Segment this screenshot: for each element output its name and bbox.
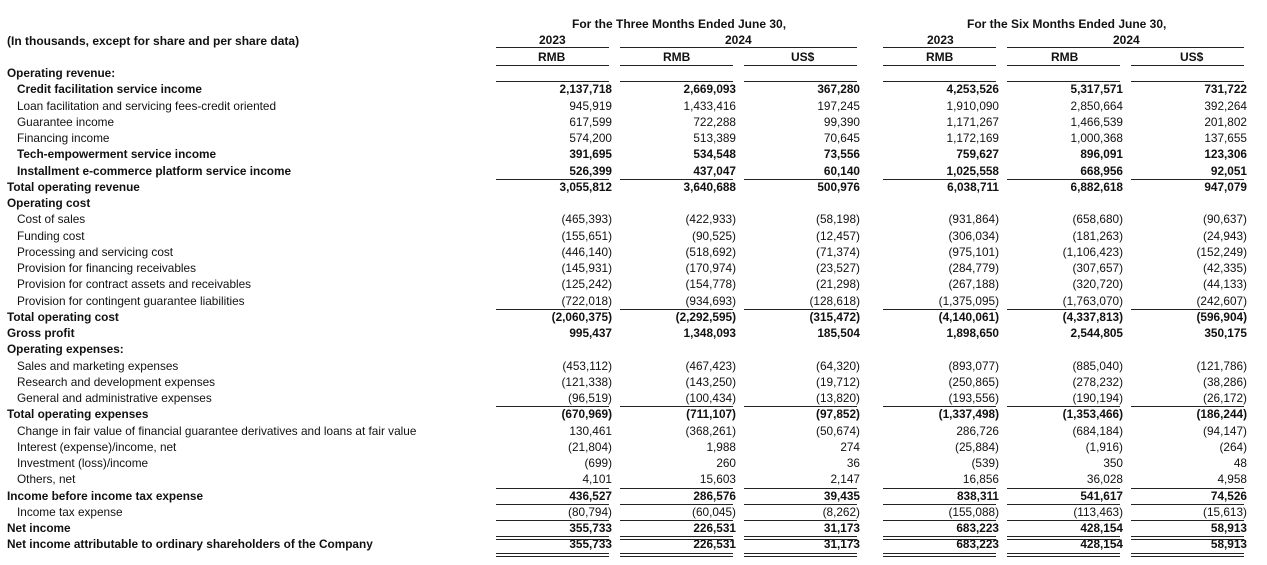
row-value: 1,433,416	[683, 98, 736, 113]
row-value: (23,527)	[816, 261, 860, 275]
row-value: 201,802	[1204, 114, 1247, 129]
row-value: (90,637)	[1203, 212, 1247, 227]
subtotal-rule	[620, 504, 733, 505]
currency-col-5: RMB	[1051, 50, 1079, 64]
currency-col-6: US$	[1180, 50, 1204, 64]
row-value: 3,055,812	[559, 179, 612, 194]
row-value: 683,223	[956, 521, 999, 535]
row-value: 355,733	[569, 521, 612, 535]
subtotal-rule	[1007, 504, 1120, 505]
row-label: Net income	[7, 521, 71, 535]
subtotal-rule	[883, 309, 996, 310]
row-value: (155,651)	[561, 228, 612, 243]
row-value: (25,884)	[955, 439, 999, 454]
row-value: (97,852)	[816, 407, 860, 422]
currency-col-4: RMB	[926, 50, 954, 64]
six-months-title: For the Six Months Ended June 30,	[967, 17, 1167, 31]
total-double-rule	[496, 553, 609, 557]
table-row	[0, 358, 1267, 374]
table-row	[0, 228, 1267, 244]
row-value: 130,461	[569, 423, 612, 438]
row-value: (50,674)	[816, 423, 860, 438]
row-value: (58,198)	[816, 212, 860, 227]
row-label: Total operating cost	[7, 309, 119, 324]
currency-col-1: RMB	[538, 50, 566, 64]
row-label: General and administrative expenses	[17, 391, 212, 405]
row-value: (113,463)	[1073, 504, 1123, 519]
row-value: (38,286)	[1203, 374, 1247, 389]
row-value: 137,655	[1204, 131, 1247, 145]
row-value: (315,472)	[809, 309, 860, 324]
year-6m-2024: 2024	[1113, 33, 1140, 47]
row-value: 1,466,539	[1070, 114, 1123, 129]
row-value: (1,763,070)	[1062, 293, 1123, 308]
year-6m-2023: 2023	[927, 33, 954, 47]
row-value: 2,147	[830, 472, 860, 487]
row-value: 838,311	[957, 488, 999, 503]
row-value: (4,140,061)	[938, 309, 999, 324]
subtotal-rule	[1131, 81, 1244, 82]
currency-col-3: US$	[791, 50, 815, 64]
row-value: (267,188)	[948, 277, 999, 292]
row-value: (121,338)	[561, 374, 612, 389]
row-value: 260	[716, 456, 736, 470]
subtotal-rule	[1131, 179, 1244, 180]
row-value: (190,194)	[1072, 391, 1123, 405]
row-value: 2,137,718	[559, 82, 612, 97]
row-value: (1,337,498)	[938, 407, 999, 422]
table-row	[0, 260, 1267, 276]
row-value: (422,933)	[685, 212, 736, 227]
row-value: (13,820)	[816, 391, 860, 405]
subtotal-rule	[496, 520, 609, 521]
row-value: (42,335)	[1203, 261, 1247, 275]
row-value: (181,263)	[1072, 228, 1123, 243]
row-label: Credit facilitation service income	[17, 82, 202, 97]
header-rule-3m-2023	[496, 47, 609, 48]
row-value: 436,527	[569, 488, 612, 503]
row-value: (670,969)	[561, 407, 612, 422]
row-value: (121,786)	[1196, 358, 1247, 373]
row-value: 668,956	[1080, 163, 1123, 178]
row-label: Net income attributable to ordinary shareholders of the Company	[7, 537, 373, 552]
subtotal-rule	[744, 179, 857, 180]
subtotal-rule	[620, 488, 733, 489]
row-value: (320,720)	[1072, 277, 1123, 292]
row-label: Loan facilitation and servicing fees-credit oriented	[17, 98, 277, 113]
row-value: 574,200	[569, 131, 612, 145]
row-value: 4,958	[1217, 472, 1247, 487]
row-value: (193,556)	[948, 391, 999, 405]
row-value: (307,657)	[1072, 261, 1123, 275]
table-row	[0, 81, 1267, 97]
row-value: (71,374)	[816, 244, 860, 259]
row-value: (19,712)	[816, 374, 860, 389]
row-value: (64,320)	[816, 358, 860, 373]
row-value: 1,348,093	[683, 326, 736, 340]
row-label: Installment e-commerce platform service income	[17, 163, 292, 178]
table-row	[0, 374, 1267, 390]
row-value: 73,556	[823, 147, 860, 162]
table-row	[0, 488, 1267, 504]
subtotal-rule	[496, 504, 609, 505]
row-label: Provision for financing receivables	[17, 261, 197, 275]
row-value: 39,435	[823, 488, 860, 503]
table-row	[0, 276, 1267, 292]
table-row	[0, 390, 1267, 406]
total-double-rule	[883, 536, 996, 540]
row-label: Tech-empowerment service income	[17, 147, 217, 162]
row-value: 1,988	[706, 439, 736, 454]
subtotal-rule	[496, 406, 609, 407]
row-value: (699)	[584, 456, 612, 470]
row-value: 92,051	[1210, 163, 1247, 178]
total-double-rule	[744, 536, 857, 540]
row-value: 36	[846, 456, 860, 470]
row-value: 437,047	[693, 163, 736, 178]
table-row	[0, 471, 1267, 487]
row-value: (12,457)	[816, 228, 860, 243]
row-value: (684,184)	[1072, 423, 1123, 438]
row-value: 60,140	[823, 163, 860, 178]
row-value: (2,292,595)	[675, 309, 736, 324]
row-label: Financing income	[17, 131, 110, 145]
row-value: (94,147)	[1203, 423, 1247, 438]
row-label: Change in fair value of financial guarantee derivatives and loans at fair value	[17, 423, 417, 438]
row-value: 995,437	[569, 326, 612, 340]
row-value: (128,618)	[809, 293, 860, 308]
row-value: 759,627	[956, 147, 999, 162]
row-value: (1,375,095)	[938, 293, 999, 308]
row-value: 896,091	[1080, 147, 1123, 162]
table-row	[0, 211, 1267, 227]
row-value: (21,804)	[568, 439, 612, 454]
row-label: Provision for contract assets and receivables	[17, 277, 252, 292]
row-value: 197,245	[817, 98, 860, 113]
row-value: 722,288	[693, 114, 736, 129]
subtotal-rule	[620, 406, 733, 407]
row-value: 541,617	[1080, 488, 1123, 503]
row-value: 226,531	[693, 537, 736, 552]
row-value: (596,904)	[1196, 309, 1247, 324]
row-value: 391,695	[569, 147, 612, 162]
subtotal-rule	[620, 179, 733, 180]
subtotal-rule	[1007, 309, 1120, 310]
row-value: (518,692)	[685, 244, 736, 259]
row-value: (467,423)	[685, 358, 736, 373]
row-value: 5,317,571	[1070, 82, 1123, 97]
row-value: 683,223	[956, 537, 999, 552]
row-value: (170,974)	[685, 261, 736, 275]
row-label: Gross profit	[7, 326, 75, 340]
row-label: Provision for contingent guarantee liabilities	[17, 293, 245, 308]
table-row	[0, 98, 1267, 114]
row-value: 617,599	[569, 114, 612, 129]
table-row	[0, 244, 1267, 260]
subtotal-rule	[883, 81, 996, 82]
subtotal-rule	[496, 179, 609, 180]
units-note: (In thousands, except for share and per share data)	[7, 34, 300, 48]
table-row	[0, 114, 1267, 130]
row-value: (90,525)	[692, 228, 736, 243]
subtotal-rule	[1007, 520, 1120, 521]
table-row	[0, 195, 1267, 211]
subtotal-rule	[1131, 504, 1244, 505]
row-value: (446,140)	[561, 244, 612, 259]
row-value: (2,060,375)	[551, 309, 612, 324]
table-row	[0, 520, 1267, 536]
total-double-rule	[883, 553, 996, 557]
subtotal-rule	[744, 406, 857, 407]
row-value: (152,249)	[1196, 244, 1247, 259]
row-label: Processing and servicing cost	[17, 244, 174, 259]
subtotal-rule	[1007, 488, 1120, 489]
table-row	[0, 406, 1267, 422]
row-value: 392,264	[1204, 98, 1247, 113]
subtotal-rule	[1007, 81, 1120, 82]
row-value: 36,028	[1086, 472, 1123, 487]
row-label: Cost of sales	[17, 212, 86, 227]
row-value: 31,173	[823, 521, 860, 535]
row-value: 6,882,618	[1070, 179, 1123, 194]
row-value: (96,519)	[568, 391, 612, 405]
row-value: 367,280	[817, 82, 860, 97]
row-value: 16,856	[962, 472, 999, 487]
subtotal-rule	[496, 81, 609, 82]
row-value: 500,976	[817, 179, 860, 194]
currency-col-2: RMB	[663, 50, 691, 64]
table-row	[0, 455, 1267, 471]
row-value: (658,680)	[1072, 212, 1123, 227]
row-value: 226,531	[693, 521, 736, 535]
row-label: Operating expenses:	[7, 342, 124, 357]
row-value: 1,898,650	[946, 326, 999, 340]
row-value: 1,025,558	[946, 163, 999, 178]
row-value: 1,000,368	[1070, 131, 1123, 145]
row-value: 274	[840, 439, 860, 454]
row-value: 731,722	[1204, 82, 1247, 97]
row-label: Operating cost	[7, 196, 91, 210]
subtotal-rule	[883, 406, 996, 407]
row-value: (284,779)	[948, 261, 999, 275]
row-value: (26,172)	[1203, 391, 1247, 405]
row-value: (465,393)	[561, 212, 612, 227]
row-value: 350	[1103, 456, 1123, 470]
row-value: 534,548	[693, 147, 736, 162]
row-value: 350,175	[1204, 326, 1247, 340]
row-value: 1,910,090	[946, 98, 999, 113]
row-value: 31,173	[823, 537, 860, 552]
row-value: (368,261)	[685, 423, 736, 438]
row-value: 4,253,526	[946, 82, 999, 97]
row-label: Guarantee income	[17, 114, 115, 129]
row-value: (60,045)	[692, 504, 736, 519]
subtotal-rule	[1131, 520, 1244, 521]
subtotal-rule	[1131, 488, 1244, 489]
row-value: (931,864)	[948, 212, 999, 227]
total-double-rule	[1007, 536, 1120, 540]
row-value: (1,106,423)	[1062, 244, 1123, 259]
subtotal-rule	[1131, 309, 1244, 310]
row-label: Total operating revenue	[7, 179, 140, 194]
row-value: 58,913	[1210, 521, 1247, 535]
row-value: 58,913	[1210, 537, 1247, 552]
subtotal-rule	[1007, 406, 1120, 407]
row-value: 99,390	[823, 114, 860, 129]
row-value: (8,262)	[822, 504, 860, 519]
subtotal-rule	[744, 520, 857, 521]
row-label: Research and development expenses	[17, 374, 216, 389]
row-value: (242,607)	[1196, 293, 1247, 308]
header-rule-6m-2024	[1007, 47, 1244, 48]
header-rule-6m-2023	[883, 47, 996, 48]
row-value: 2,669,093	[683, 82, 736, 97]
row-value: (893,077)	[948, 358, 999, 373]
row-value: (722,018)	[561, 293, 612, 308]
row-value: 15,603	[699, 472, 736, 487]
row-value: (934,693)	[685, 293, 736, 308]
row-value: (145,931)	[561, 261, 612, 275]
row-value: 1,171,267	[946, 114, 999, 129]
row-value: (44,133)	[1203, 277, 1247, 292]
row-value: 513,389	[693, 131, 736, 145]
row-value: (250,865)	[948, 374, 999, 389]
row-value: 74,526	[1210, 488, 1247, 503]
header-rule-3m-2024	[620, 47, 857, 48]
table-row	[0, 309, 1267, 325]
row-value: 428,154	[1080, 521, 1123, 535]
row-label: Investment (loss)/income	[17, 456, 149, 470]
table-row	[0, 325, 1267, 341]
subtotal-rule	[744, 504, 857, 505]
table-row	[0, 146, 1267, 162]
row-value: 286,726	[956, 423, 999, 438]
row-label: Income tax expense	[17, 504, 123, 519]
row-label: Income before income tax expense	[7, 488, 204, 503]
row-value: 3,640,688	[683, 179, 736, 194]
subtotal-rule	[620, 309, 733, 310]
row-label: Funding cost	[17, 228, 85, 243]
row-value: 2,850,664	[1070, 98, 1123, 113]
row-value: 945,919	[569, 98, 612, 113]
row-value: (1,916)	[1085, 439, 1123, 454]
row-value: 123,306	[1204, 147, 1247, 162]
table-row	[0, 423, 1267, 439]
subtotal-rule	[744, 488, 857, 489]
row-value: 947,079	[1204, 179, 1247, 194]
row-value: (453,112)	[562, 358, 612, 373]
subtotal-rule	[883, 520, 996, 521]
table-row	[0, 504, 1267, 520]
subtotal-rule	[744, 309, 857, 310]
total-double-rule	[1007, 553, 1120, 557]
year-3m-2024: 2024	[725, 33, 752, 47]
total-double-rule	[496, 536, 609, 540]
row-value: (143,250)	[685, 374, 736, 389]
year-3m-2023: 2023	[539, 33, 566, 47]
total-double-rule	[1131, 536, 1244, 540]
row-value: (154,778)	[685, 277, 736, 292]
total-double-rule	[620, 553, 733, 557]
subtotal-rule	[883, 488, 996, 489]
subtotal-rule	[883, 179, 996, 180]
row-label: Others, net	[17, 472, 76, 487]
row-value: 428,154	[1080, 537, 1123, 552]
row-value: (1,353,466)	[1062, 407, 1123, 422]
table-row	[0, 179, 1267, 195]
row-value: 6,038,711	[947, 179, 999, 194]
subtotal-rule	[1007, 179, 1120, 180]
subtotal-rule	[620, 520, 733, 521]
row-value: (100,434)	[685, 391, 736, 405]
table-row	[0, 130, 1267, 146]
row-label: Operating revenue:	[7, 66, 116, 80]
row-value: (264)	[1219, 439, 1247, 454]
table-row	[0, 341, 1267, 357]
three-months-title: For the Three Months Ended June 30,	[572, 17, 787, 31]
row-value: 70,645	[823, 131, 860, 145]
row-value: (125,242)	[561, 277, 612, 292]
table-row	[0, 439, 1267, 455]
row-value: 185,504	[817, 326, 860, 340]
row-value: (24,943)	[1203, 228, 1247, 243]
row-value: (975,101)	[948, 244, 999, 259]
subtotal-rule	[496, 488, 609, 489]
row-value: (4,337,813)	[1062, 309, 1123, 324]
row-value: 4,101	[582, 472, 612, 487]
row-value: (278,232)	[1072, 374, 1123, 389]
row-value: (155,088)	[948, 504, 999, 519]
row-value: (711,107)	[686, 407, 736, 422]
row-value: (15,613)	[1203, 504, 1247, 519]
row-value: (539)	[971, 456, 999, 470]
table-row	[0, 65, 1267, 81]
row-value: 48	[1233, 456, 1247, 470]
row-value: 2,544,805	[1070, 326, 1123, 340]
subtotal-rule	[496, 309, 609, 310]
row-value: 1,172,169	[946, 131, 999, 145]
subtotal-rule	[883, 504, 996, 505]
table-row	[0, 163, 1267, 179]
row-label: Sales and marketing expenses	[17, 358, 179, 373]
row-value: 286,576	[693, 488, 736, 503]
total-double-rule	[744, 553, 857, 557]
row-value: (21,298)	[816, 277, 860, 292]
row-value: 355,733	[569, 537, 612, 552]
subtotal-rule	[744, 81, 857, 82]
subtotal-rule	[1131, 406, 1244, 407]
row-label: Interest (expense)/income, net	[17, 439, 177, 454]
subtotal-rule	[620, 81, 733, 82]
total-double-rule	[1131, 553, 1244, 557]
total-double-rule	[620, 536, 733, 540]
row-value: (885,040)	[1072, 358, 1123, 373]
row-value: 526,399	[569, 163, 612, 178]
row-label: Total operating expenses	[7, 407, 149, 422]
row-value: (80,794)	[568, 504, 612, 519]
row-value: (186,244)	[1196, 407, 1247, 422]
table-row	[0, 293, 1267, 309]
row-value: (306,034)	[948, 228, 999, 243]
